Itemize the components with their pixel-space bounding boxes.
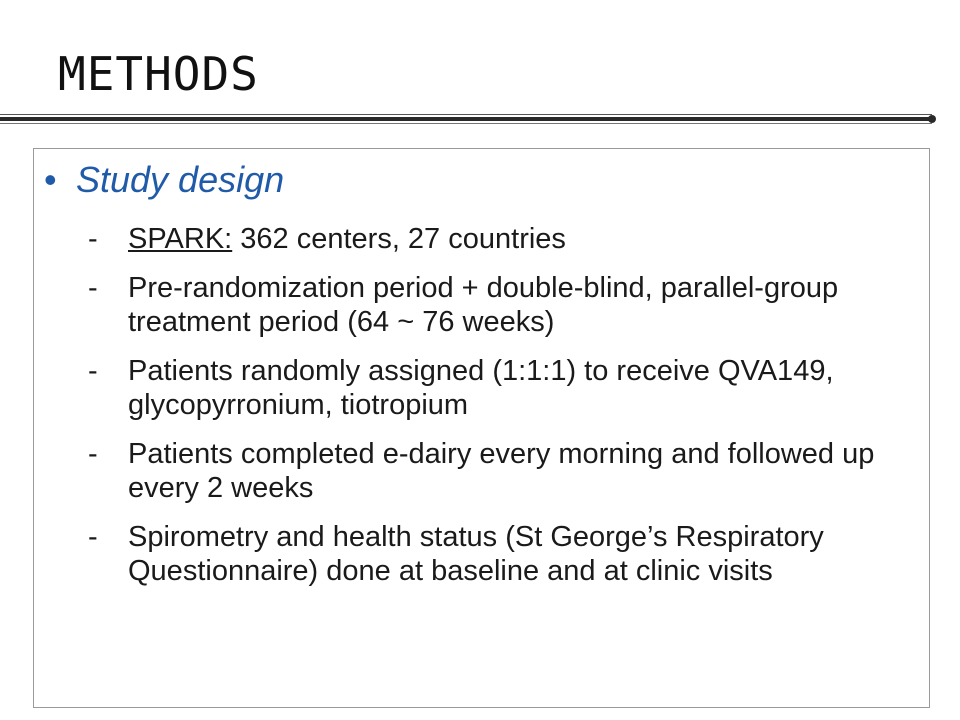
- heading-text: Study design: [76, 159, 285, 200]
- section-heading: [44, 158, 284, 202]
- list-dash: -: [88, 272, 98, 304]
- list-item: [88, 520, 918, 588]
- list-item-text: Pre-randomization period + double-blind, parallel-group treatment period (64 ~ 76 weeks): [128, 272, 839, 338]
- list-dash: -: [88, 223, 98, 255]
- list-dash: -: [88, 521, 98, 553]
- list-item-lead: SPARK:: [128, 223, 233, 255]
- list-item-text: Spirometry and health status (St George’s Respiratory Questionnaire) done at baseline and at clinic visits: [128, 521, 824, 587]
- list-item: [88, 271, 918, 339]
- list-item-text: Patients completed e-dairy every morning and followed up every 2 weeks: [128, 438, 875, 504]
- divider-line-bottom: [0, 123, 932, 124]
- divider-line-top: [0, 114, 932, 115]
- list-item-text: Patients randomly assigned (1:1:1) to receive QVA149, glycopyrronium, tiotropium: [128, 355, 834, 421]
- heading-bullet: •: [44, 159, 57, 200]
- list-item: [88, 437, 918, 505]
- bullet-list: [88, 222, 918, 603]
- list-dash: -: [88, 355, 98, 387]
- title-divider: [0, 114, 932, 126]
- list-dash: -: [88, 438, 98, 470]
- divider-line-main: [0, 117, 932, 121]
- list-item: [88, 222, 918, 256]
- slide-title: METHODS: [58, 47, 259, 101]
- divider-end-cap: [928, 115, 936, 123]
- list-item-text: 362 centers, 27 countries: [232, 223, 566, 255]
- list-item: [88, 354, 918, 422]
